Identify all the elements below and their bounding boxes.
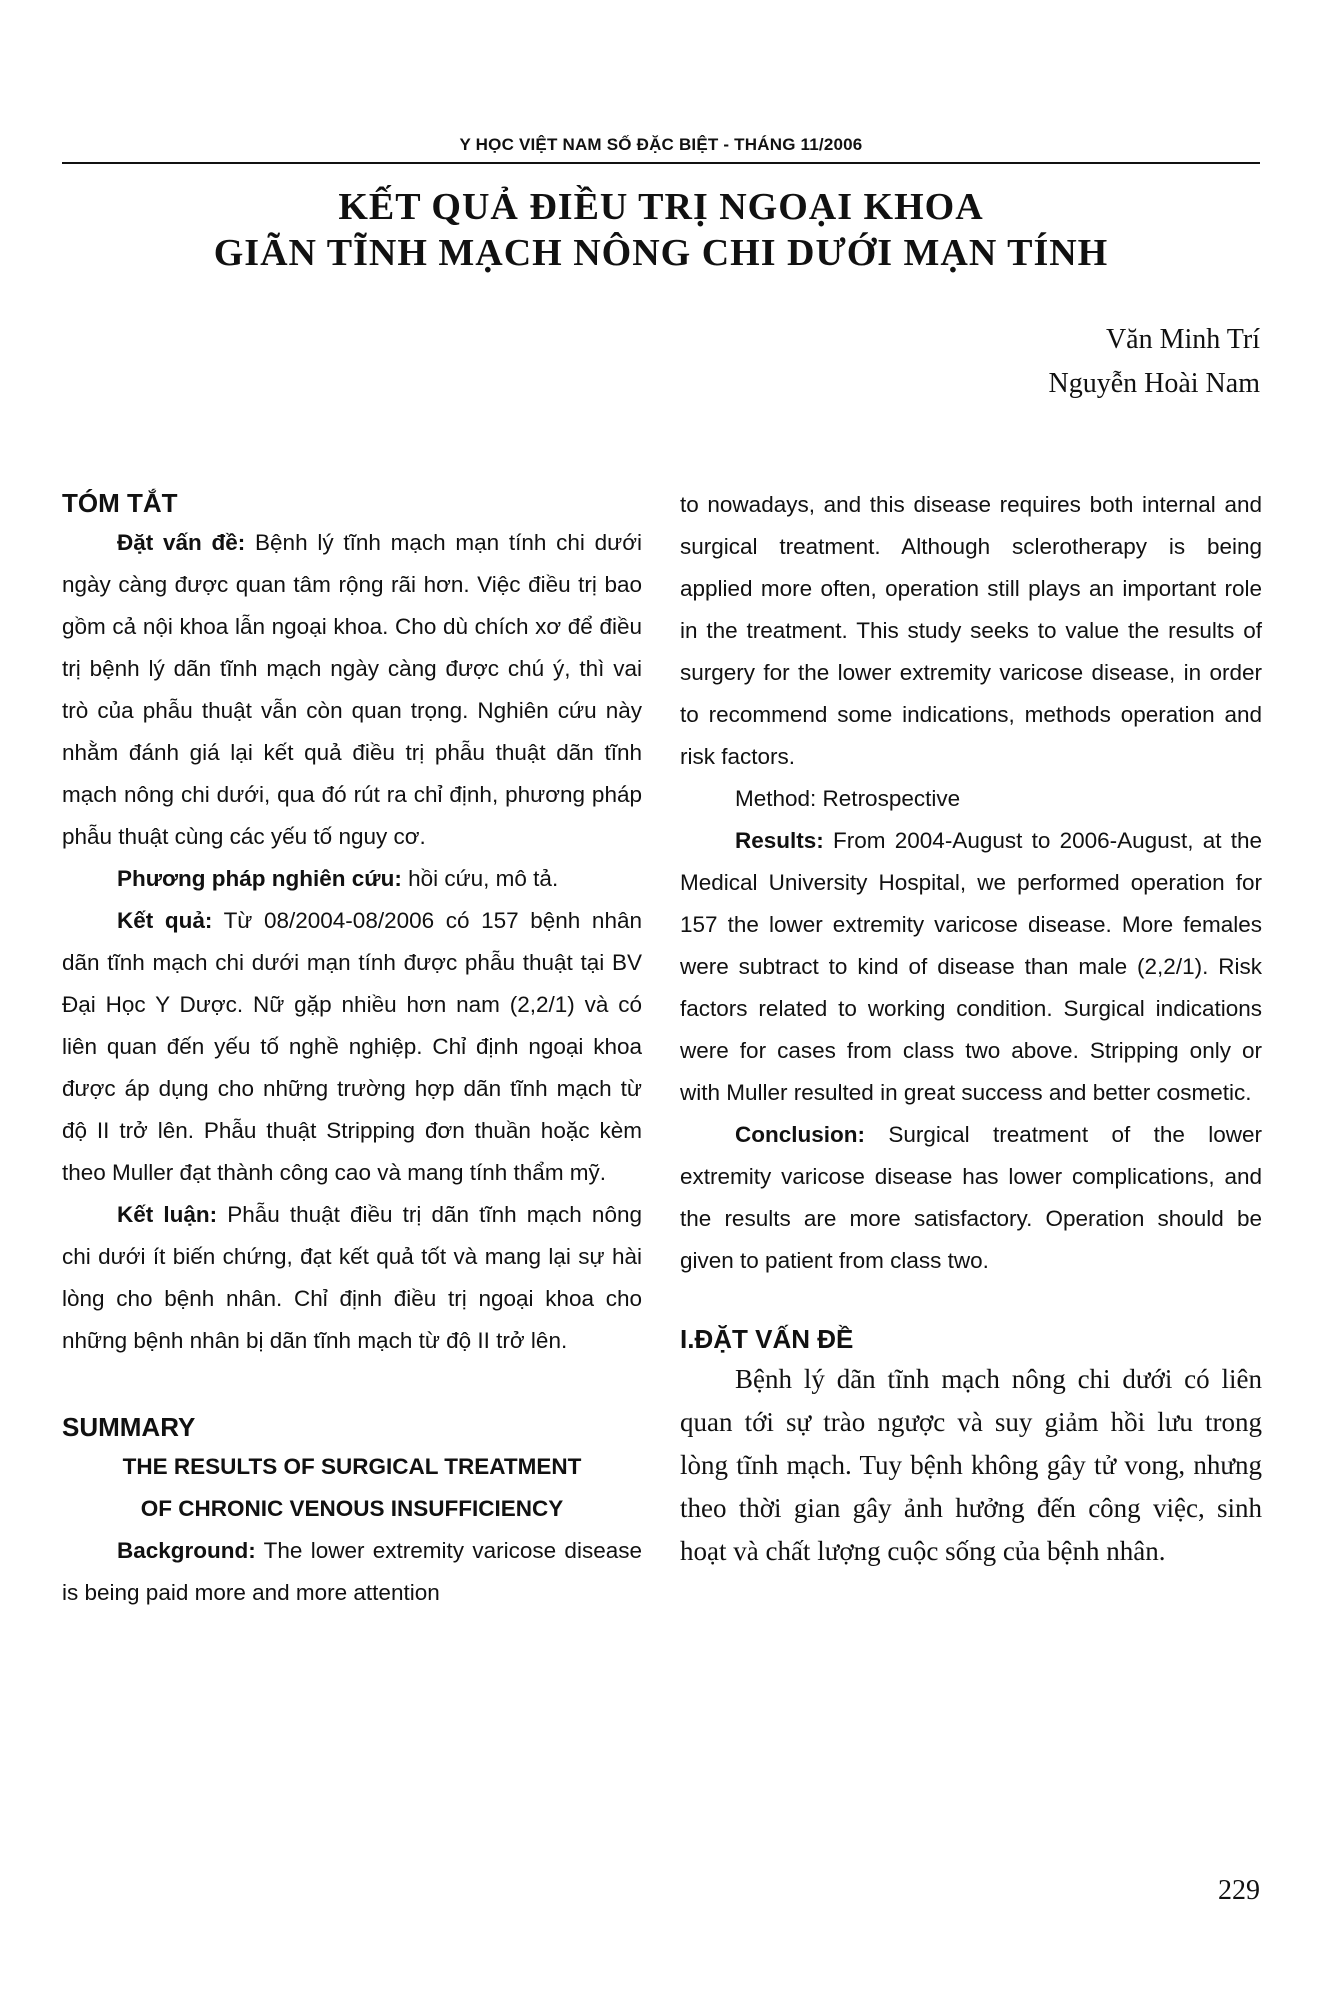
summary-background <box>62 1530 642 1614</box>
summary-background-cont: to nowadays, and this disease requires both internal and surgical treatment. Although sclerotherapy is being applied more often, operation still plays an important role in the treatment. This study seeks to value the results of surgery for the lower extremity varicose disease, in order to recommend some indications, methods operation and risk factors. <box>680 492 1262 769</box>
article-title-line1: KẾT QUẢ ĐIỀU TRỊ NGOẠI KHOA <box>338 186 984 228</box>
abstract-conclusion-label: Kết luận: <box>117 1202 218 1227</box>
author-2: Nguyễn Hoài Nam <box>1048 368 1260 399</box>
page-number: 229 <box>1218 1875 1260 1906</box>
abstract-results <box>62 900 642 1194</box>
summary-background-text: The lower extremity varicose disease is being paid more and more attention <box>62 1538 642 1605</box>
author-1: Văn Minh Trí <box>1105 324 1260 355</box>
summary-conclusion-text: Surgical treatment of the lower extremity varicose disease has lower complications, and the results are more satisfactory. Operation should be given to patient from class two. <box>680 1122 1262 1273</box>
summary-conclusion-label: Conclusion: <box>735 1122 865 1147</box>
summary-results-text: From 2004-August to 2006-August, at the Medical University Hospital, we performed operation for 157 the lower extremity varicose disease. More females were subtract to kind of disease than male (2,2/1). Risk factors related to working condition. Surgical indications were for cases from class two above. Stripping only or with Muller resulted in great success and better cosmetic. <box>680 828 1262 1105</box>
summary-results <box>680 820 1262 1114</box>
summary-subtitle-1: THE RESULTS OF SURGICAL TREATMENT <box>122 1454 582 1479</box>
authors <box>1048 318 1260 406</box>
header-rule <box>62 162 1260 164</box>
summary-background-label: Background: <box>117 1538 256 1563</box>
right-column <box>680 484 1262 1573</box>
summary-subtitle-2: OF CHRONIC VENOUS INSUFFICIENCY <box>140 1496 564 1521</box>
abstract-results-label: Kết quả: <box>117 908 213 933</box>
journal-header: Y HỌC VIỆT NAM SỐ ĐẶC BIỆT - THÁNG 11/2006 <box>459 135 863 154</box>
section-1-text: Bệnh lý dãn tĩnh mạch nông chi dưới có liên quan tới sự trào ngược và suy giảm hồi lưu trong lòng tĩnh mạch. Tuy bệnh không gây tử vong, nhưng theo thời gian gây ảnh hưởng đến công việc, sinh hoạt và chất lượng cuộc sống của bệnh nhân. <box>680 1364 1262 1566</box>
summary-method: Method: Retrospective <box>735 786 961 811</box>
summary-heading: SUMMARY <box>62 1412 196 1442</box>
article-title-line2: GIÃN TĨNH MẠCH NÔNG CHI DƯỚI MẠN TÍNH <box>213 232 1109 274</box>
section-1-heading: I.ĐẶT VẤN ĐỀ <box>680 1324 854 1354</box>
abstract-method-text: hồi cứu, mô tả. <box>401 866 559 891</box>
left-column <box>62 484 642 1614</box>
abstract-conclusion-text: Phẫu thuật điều trị dãn tĩnh mạch nông chi dưới ít biến chứng, đạt kết quả tốt và mang lại sự hài lòng cho bệnh nhân. Chỉ định điều trị ngoại khoa cho những bệnh nhân bị dãn tĩnh mạch từ độ II trở lên. <box>62 1202 642 1353</box>
summary-results-label: Results: <box>735 828 824 853</box>
abstract-results-text: Từ 08/2004-08/2006 có 157 bệnh nhân dãn tĩnh mạch chi dưới mạn tính được phẫu thuật tại BV Đại Học Y Dược. Nữ gặp nhiều hơn nam (2,2/1) và có liên quan đến yếu tố nghề nghiệp. Chỉ định ngoại khoa được áp dụng cho những trường hợp dãn tĩnh mạch từ độ II trở lên. Phẫu thuật Stripping đơn thuần hoặc kèm theo Muller đạt thành công cao và mang tính thẩm mỹ. <box>62 908 642 1185</box>
summary-conclusion <box>680 1114 1262 1282</box>
abstract-background <box>62 522 642 858</box>
abstract-background-label: Đặt vấn đề: <box>117 530 246 555</box>
abstract-heading: TÓM TẮT <box>62 488 178 518</box>
abstract-background-text: Bệnh lý tĩnh mạch mạn tính chi dưới ngày càng được quan tâm rộng rãi hơn. Việc điều trị bao gồm cả nội khoa lẫn ngoại khoa. Cho dù chích xơ để điều trị bệnh lý dãn tĩnh mạch ngày càng được chú ý, thì vai trò của phẫu thuật vẫn còn quan trọng. Nghiên cứu này nhằm đánh giá lại kết quả điều trị phẫu thuật dãn tĩnh mạch nông chi dưới, qua đó rút ra chỉ định, phương pháp phẫu thuật cùng các yếu tố nguy cơ. <box>62 530 643 849</box>
abstract-method-label: Phương pháp nghiên cứu: <box>117 866 402 891</box>
abstract-conclusion <box>62 1194 642 1362</box>
abstract-method <box>62 858 642 900</box>
